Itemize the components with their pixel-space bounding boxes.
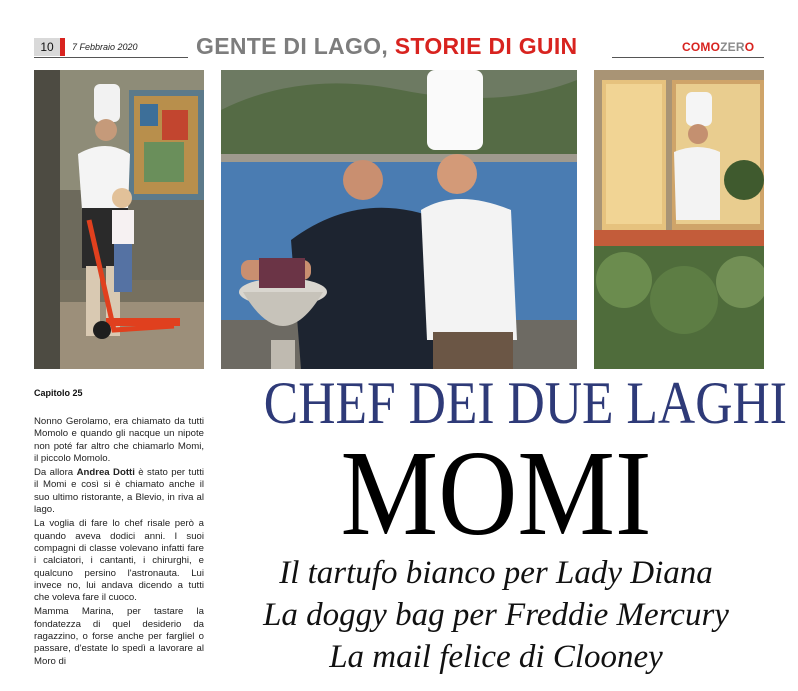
subtitle-3: La mail felice di Clooney (329, 639, 663, 675)
photo-chef-restaurant-window (594, 70, 764, 369)
article-paragraph-1: Nonno Gerolamo, era chiamato da tutti Momolo e quando gli nacque un nipote non poté far altro che chiamarlo Momi, il piccolo Momolo. (34, 416, 204, 464)
page-number: 10 (34, 38, 60, 56)
brand-logo (682, 40, 754, 54)
photo-chef-with-child (34, 70, 204, 369)
subtitle-2: La doggy bag per Freddie Mercury (263, 597, 729, 633)
headline-line-1: CHEF DEI DUE LAGHI (263, 370, 787, 436)
chapter-label: Capitolo 25 (34, 388, 83, 398)
article-column (34, 416, 204, 670)
section-kicker (196, 31, 577, 61)
header-rule-left (34, 57, 188, 58)
headline-line-2: MOMI (340, 426, 652, 561)
brand-part3: O (744, 40, 755, 54)
brand-part2: ZER (720, 40, 745, 54)
subtitle-1: Il tartufo bianco per Lady Diana (279, 555, 713, 591)
red-marker (60, 38, 65, 56)
photo-chef-with-man-lake (221, 70, 577, 369)
article-paragraph-3: La voglia di fare lo chef risale però a quando aveva dodici anni. I suoi compagni di classe volevano infatti fare i calciatori, i cantanti, i chirurghi, e qualcuno persino l'astronauta. Lui invece no, lui andava dicendo a tutti che voleva fare il cuoco. (34, 518, 204, 604)
paragraph-2-post: è stato per tutti il Momi e così si è chiamato anche il suo ultimo ristorante, a Blevio, in riva al lago. (34, 467, 204, 516)
article-paragraph-4: Mamma Marina, per tastare la fondatezza di quel desiderio da ragazzino, o forse anche per fargliel o passare, d'estate lo spedì a lavorare al Moro di (34, 606, 204, 667)
kicker-part1: GENTE DI LAGO, (196, 33, 389, 59)
article-paragraph-2 (34, 467, 204, 516)
paragraph-2-pre: Da allora (34, 467, 77, 479)
brand-part1: COMO (682, 40, 721, 54)
header-rule-right (612, 57, 764, 58)
author-name: Andrea Dotti (76, 467, 135, 479)
kicker-part2: STORIE DI GUIN (394, 33, 578, 59)
issue-date: 7 Febbraio 2020 (72, 42, 138, 52)
